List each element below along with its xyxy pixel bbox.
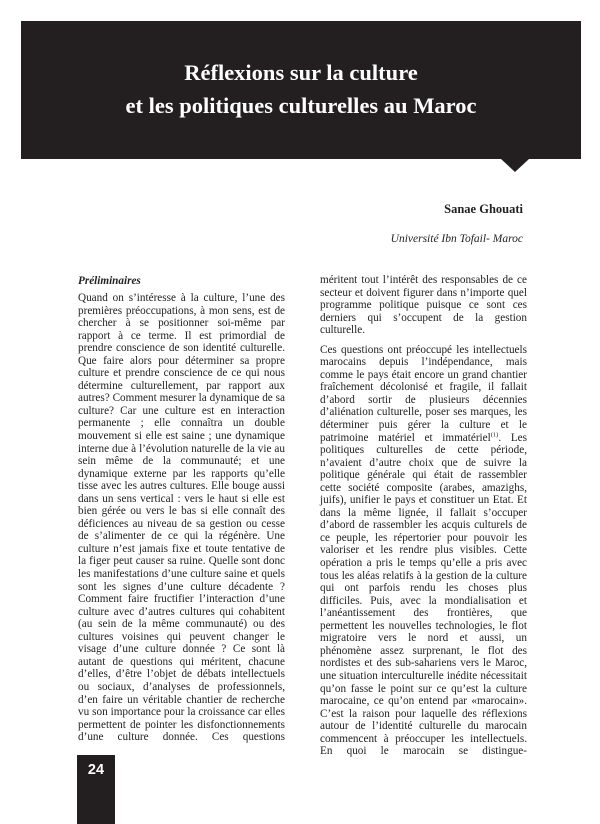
paragraph-text: Ces questions ont préoccupé les intellectuels marocains depuis l’indépendance, mais comme le pays était encore un grand chantier fraîchement décolonisé et fragile, il fallait d’abord sortir de plusieurs décennies d’aliénation culturelle, poser ses marques, les déterminer puis gérer la culture et le patrimoine matériel et immatériel bbox=[320, 343, 527, 444]
section-heading: Préliminaires bbox=[78, 275, 141, 287]
footnote-ref: (1) bbox=[490, 430, 499, 438]
author-affiliation: Université Ibn Tofail- Maroc bbox=[390, 233, 523, 245]
paragraph bbox=[320, 344, 527, 758]
title-line-2: et les politiques culturelles au Maroc bbox=[125, 93, 477, 118]
right-column bbox=[320, 274, 527, 765]
paragraph: méritent tout l’intérêt des responsables de ce secteur et doivent figurer dans n’importe quel programme politique puisque ce sont ces derniers qui s’occupent de la gestion culturelle. bbox=[320, 274, 527, 337]
paragraph-text: . Les politiques culturelles de cette période, n’avaient d’autre choix que de suivre la politique générale qui était de rassembler cette société composite (arabes, amazighs, juifs), unifier le pays et constituer un Etat. Et dans la même lignée, il fallait s’occuper d’abord de rassembler les acquis culturels de ce peuple, les répertorier pour pouvoir les valoriser et les rendre plus visibles. Cette opération a pris le temps qu’elle a pris avec tous les aléas relatifs à la gestion de la culture qui ont parfois rendu les choses plus difficiles. Puis, avec la mondialisation et l’anéantissement des frontières, que permettent les nouvelles technologies, le flot migratoire vers le nord et aussi, un phénomène assez surprenant, le flot des nordistes et des sub-sahariens vers le Maroc, une situation interculturelle inédite nécessitait qu’on fasse le point sur ce qu’est la culture marocaine, ce qu’on entend par «marocain». C’est la raison pour laquelle des réflexions autour de l’identité culturelle du marocain commencent à préoccuper les intellectuels. En quoi le marocain se distingue- bbox=[320, 431, 527, 758]
left-column bbox=[78, 275, 285, 751]
title-line-1: Réflexions sur la culture bbox=[184, 60, 418, 85]
paragraph: Quand on s’intéresse à la culture, l’une des premières préoccupations, à mon sens, est de chercher à se positionner soi-même par rapport à ce terme. Il est primordial de prendre conscience de son identité culturelle. Que faire alors pour déterminer sa propre culture et prendre conscience de ce qui nous détermine culturellement, par rapport aux autres? Comment mesurer la dynamique de sa culture? Car une culture est en interaction permanente ; elle connaîtra un double mouvement si elle est saine ; une dynamique interne due à l’évolution naturelle de la vie au sein même de la communauté; et une dynamique externe par les rapports qu’elle tisse avec les autres cultures. Elle bouge aussi dans un sens vertical : vers le haut si elle est bien gérée ou vers le bas si elle connaît des déficiences au niveau de sa gestion ou cesse de s’alimenter de ce qui la régénère. Une culture n’est jamais fixe et toute tentative de la figer peut causer sa ruine. Quelle sont donc les manifestations d’une culture saine et quels sont les signes d’une culture décadente ? Comment faire fructifier l’interaction d’une culture avec d’autres cultures qui cohabitent (au sein de la même communauté) ou des cultures voisines qui peuvent changer le visage d’une culture donnée ? Ce sont là autant de questions qui méritent, chacune d’elles, d’être l’objet de débats intellectuels ou sociaux, d’analyses de professionnels, d’en faire un véritable chantier de recherche vu son importance pour la croissance car elles permettent de pointer les disfonctionnements d’une culture donnée. Ces questions bbox=[78, 292, 285, 744]
page-number: 24 bbox=[87, 762, 105, 778]
article-title bbox=[21, 56, 581, 122]
banner-notch bbox=[501, 159, 529, 172]
author-name: Sanae Ghouati bbox=[444, 202, 523, 216]
